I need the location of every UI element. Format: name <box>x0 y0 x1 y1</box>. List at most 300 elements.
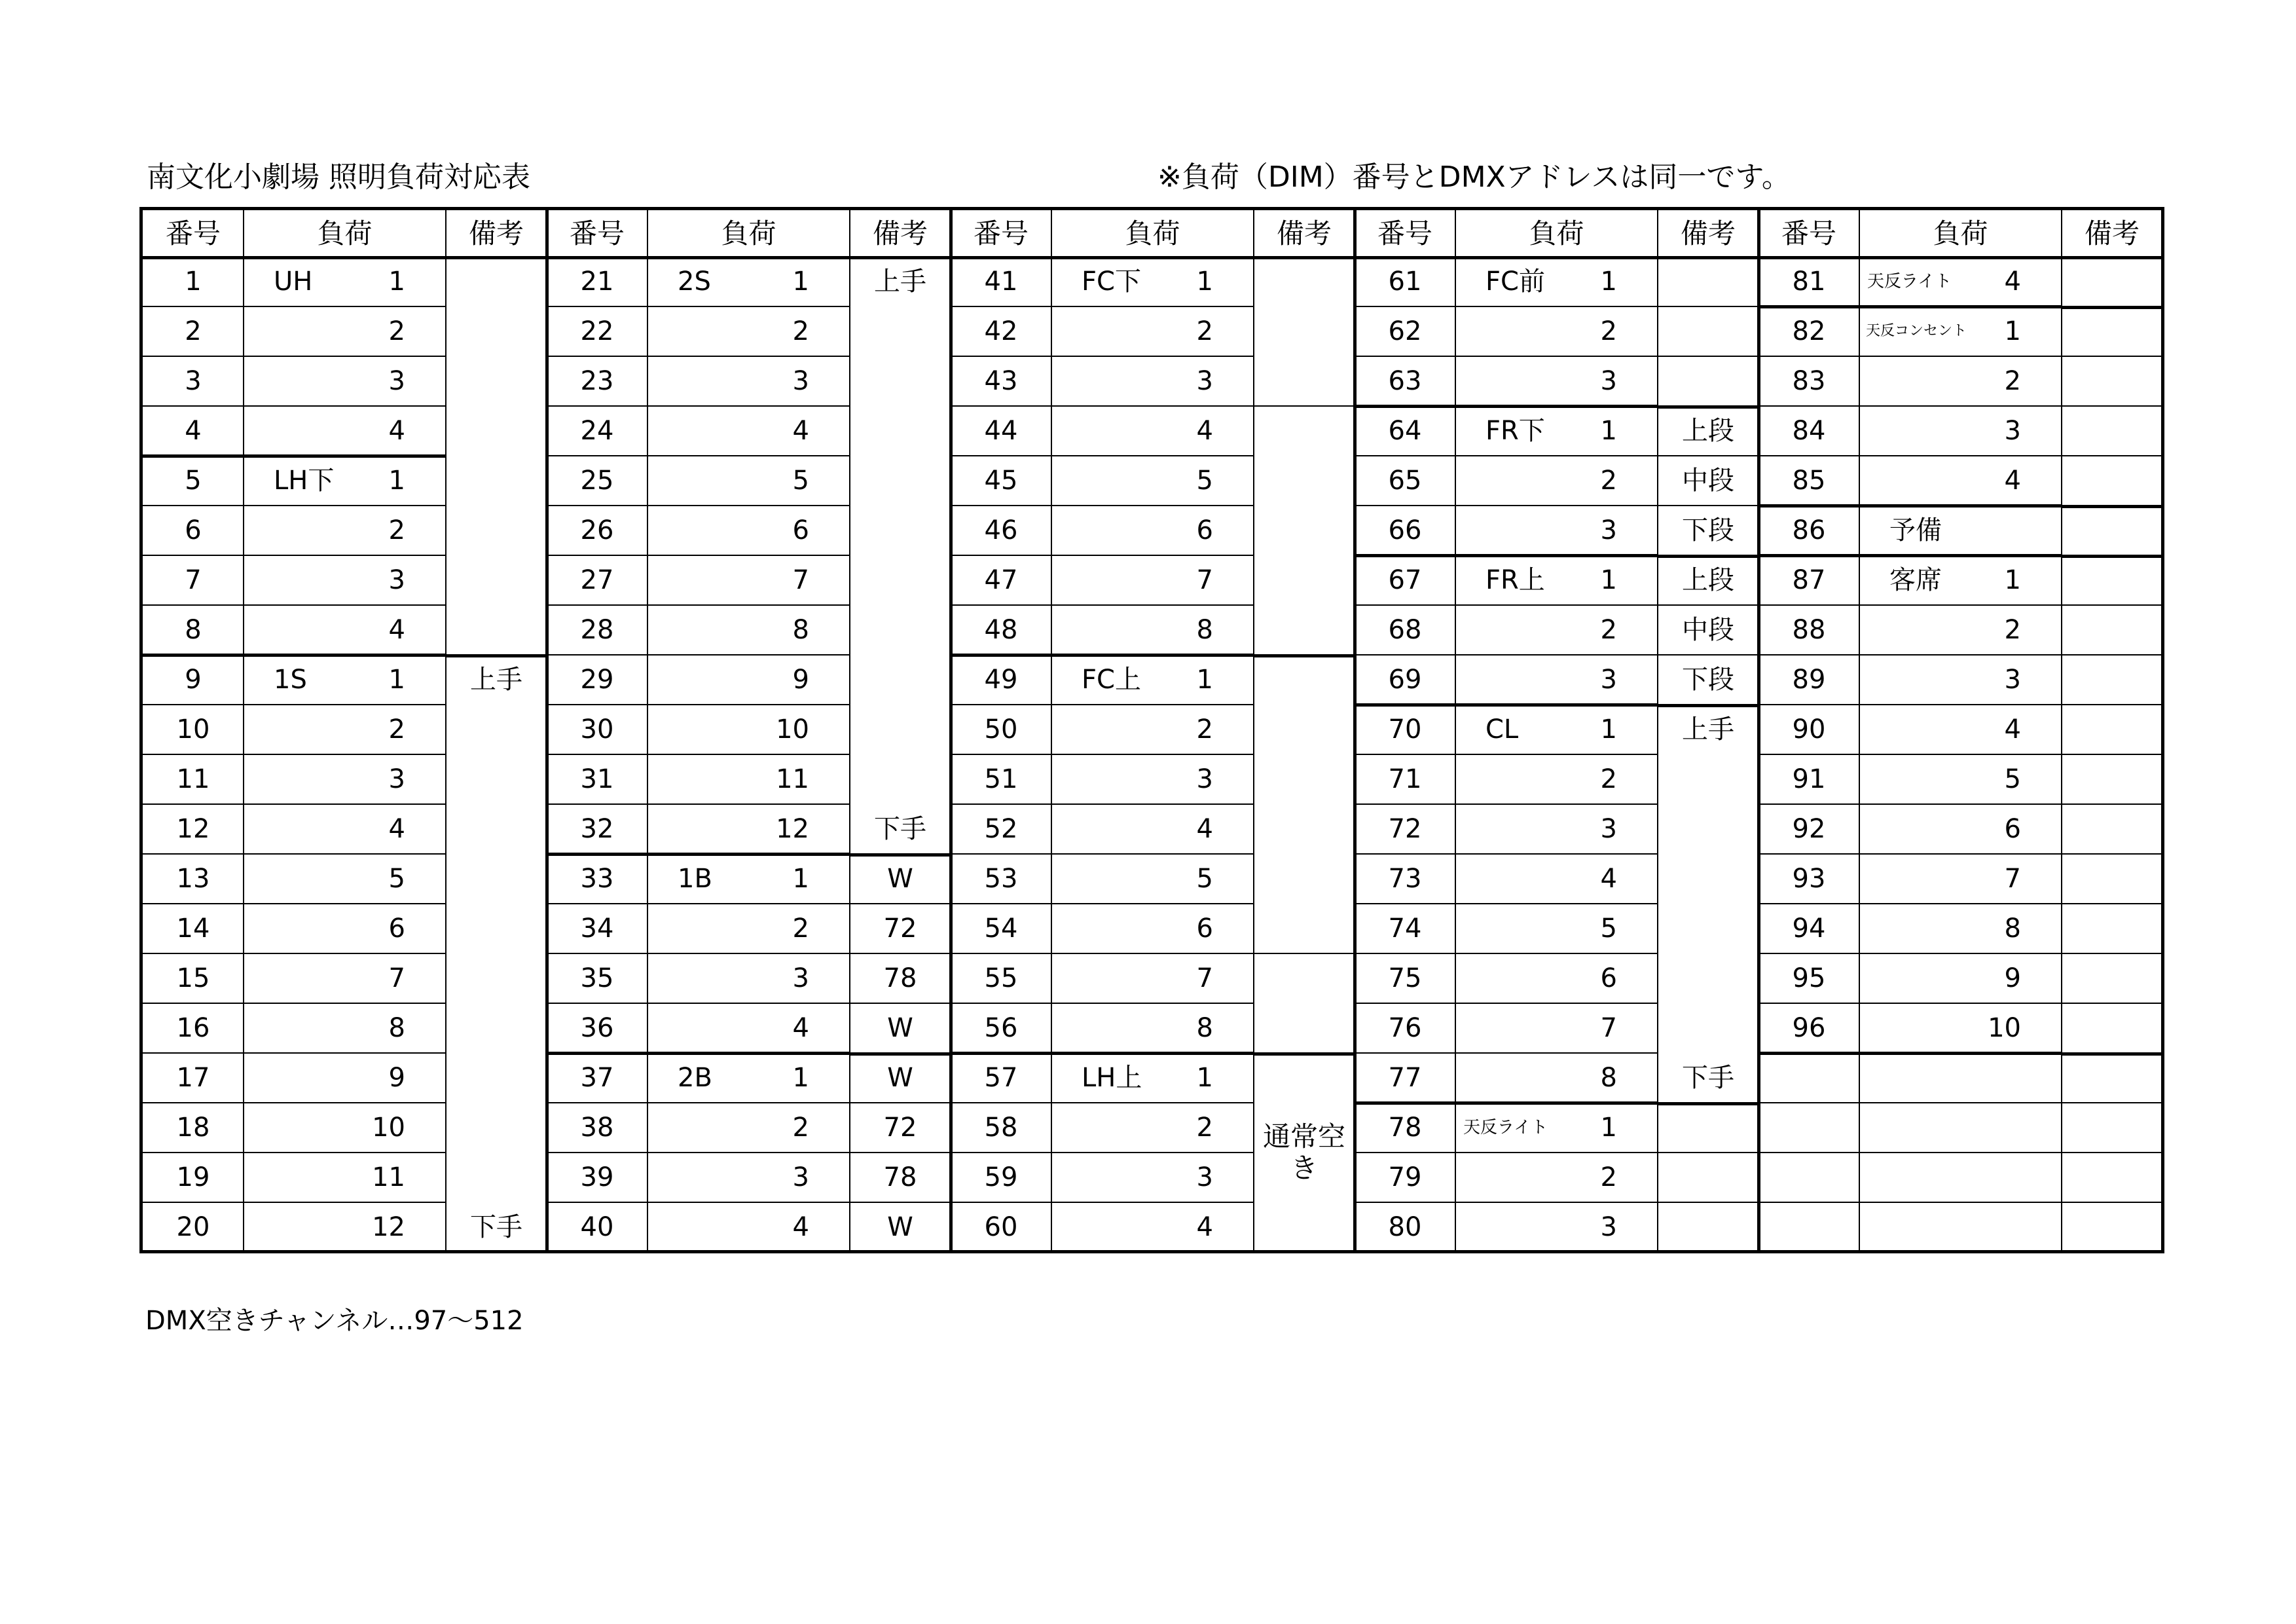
channel-number: 13 <box>176 864 210 894</box>
load-circuit-number: 4 <box>1196 1212 1213 1242</box>
remarks-cell <box>2062 506 2162 555</box>
load-circuit-number: 9 <box>388 1063 405 1093</box>
grid-line <box>547 505 850 506</box>
grid-line <box>850 1202 951 1203</box>
remarks-cell <box>2062 605 2162 655</box>
channel-number: 35 <box>580 963 614 993</box>
remarks-cell <box>1658 257 1758 306</box>
channel-number: 32 <box>580 814 614 844</box>
grid-line <box>951 654 1254 657</box>
channel-number: 74 <box>1388 913 1422 944</box>
header-num: 番号 <box>1377 217 1432 249</box>
grid-line <box>143 1052 446 1054</box>
grid-line <box>2062 505 2162 508</box>
channel-number <box>1758 1103 1859 1153</box>
load-label: 1S <box>274 665 307 695</box>
channel-number: 1 <box>185 267 202 297</box>
channel-number: 55 <box>984 963 1018 993</box>
load-circuit-number: 3 <box>1600 1212 1617 1242</box>
remarks-cell <box>1658 1103 1758 1153</box>
load-circuit-number: 3 <box>388 366 405 396</box>
load-circuit-number <box>1859 1202 2062 1252</box>
grid-line <box>951 405 1254 407</box>
remarks-cell <box>2062 1103 2162 1153</box>
remarks-cell: W <box>887 1063 913 1093</box>
grid-line <box>1658 405 1758 409</box>
channel-number: 46 <box>984 515 1018 545</box>
channel-number: 66 <box>1388 515 1422 545</box>
channel-number <box>1758 1053 1859 1103</box>
remarks-cell <box>2062 854 2162 904</box>
channel-number: 22 <box>580 316 614 346</box>
grid-line <box>1355 953 1658 954</box>
grid-line <box>547 754 850 755</box>
channel-number: 85 <box>1792 466 1826 496</box>
load-circuit-number <box>1859 506 2062 555</box>
load-circuit-number: 1 <box>1196 665 1213 695</box>
load-circuit-number: 3 <box>1196 1162 1213 1192</box>
load-circuit-number: 8 <box>792 615 809 645</box>
grid-line <box>2062 803 2162 805</box>
grid-line <box>1355 903 1658 904</box>
remarks-cell <box>1658 306 1758 356</box>
load-label: UH <box>274 267 313 297</box>
grid-line <box>143 754 446 755</box>
load-circuit-number: 2 <box>388 515 405 545</box>
grid-line <box>547 1003 850 1004</box>
channel-number: 2 <box>185 316 202 346</box>
load-circuit-number: 1 <box>1600 416 1617 446</box>
grid-line <box>1758 1052 2062 1055</box>
grid-line <box>547 1152 850 1153</box>
remarks-cell: 下段 <box>1682 665 1734 695</box>
grid-line <box>1758 1003 2062 1004</box>
load-label: 天反ライト <box>1463 1118 1548 1137</box>
header-remarks: 備考 <box>872 217 928 249</box>
load-circuit-number: 1 <box>388 466 405 496</box>
load-circuit-number: 5 <box>1600 913 1617 944</box>
load-circuit-number: 3 <box>792 1162 809 1192</box>
channel-number: 9 <box>185 665 202 695</box>
grid-line <box>2062 953 2162 954</box>
channel-number: 69 <box>1388 665 1422 695</box>
remarks-cell <box>2062 257 2162 306</box>
channel-number: 47 <box>984 565 1018 595</box>
load-circuit-number: 8 <box>1196 615 1213 645</box>
grid-line <box>2062 754 2162 755</box>
dmx-free-channels-note: DMX空きチャンネル…97～512 <box>145 1306 524 1336</box>
grid-line <box>951 505 1254 506</box>
load-circuit-number: 4 <box>792 1013 809 1043</box>
grid-line <box>1758 1102 2062 1103</box>
remarks-cell: 72 <box>883 1113 917 1143</box>
grid-line <box>1254 405 1355 407</box>
load-circuit-number: 10 <box>1988 1013 2021 1043</box>
channel-number: 4 <box>185 416 202 446</box>
remarks-cell: 中段 <box>1682 615 1734 645</box>
grid-line <box>2062 1003 2162 1004</box>
channel-number: 8 <box>185 615 202 645</box>
header-remarks: 備考 <box>468 217 524 249</box>
load-circuit-number: 2 <box>388 714 405 745</box>
grid-line <box>951 853 1254 855</box>
grid-line <box>951 1052 1254 1055</box>
grid-line <box>1658 356 1758 357</box>
load-circuit-number: 6 <box>1196 515 1213 545</box>
load-circuit-number: 7 <box>792 565 809 595</box>
grid-line <box>850 853 951 857</box>
channel-number: 40 <box>580 1212 614 1242</box>
load-circuit-number: 7 <box>388 963 405 993</box>
load-circuit-number: 7 <box>2004 864 2021 894</box>
remarks-cell: W <box>887 1212 913 1242</box>
load-circuit-number: 8 <box>388 1013 405 1043</box>
load-circuit-number: 3 <box>792 963 809 993</box>
load-circuit-number: 5 <box>388 864 405 894</box>
channel-number: 44 <box>984 416 1018 446</box>
load-circuit-number: 3 <box>1600 814 1617 844</box>
grid-line <box>1758 554 2062 557</box>
load-circuit-number: 2 <box>1600 615 1617 645</box>
grid-line <box>446 654 547 657</box>
grid-line <box>1658 704 1758 707</box>
grid-line <box>1658 604 1758 606</box>
load-circuit-number: 10 <box>776 714 809 745</box>
channel-number: 50 <box>984 714 1018 745</box>
grid-line <box>1859 210 1860 1253</box>
grid-line <box>850 1052 951 1056</box>
grid-line <box>1355 654 1658 655</box>
remarks-cell <box>1658 356 1758 406</box>
load-circuit-number: 4 <box>792 416 809 446</box>
grid-line <box>547 455 850 456</box>
load-circuit-number: 2 <box>1600 1162 1617 1192</box>
remarks-stage-left: 上手 <box>1682 714 1734 745</box>
remarks-cell: 上段 <box>1682 416 1734 446</box>
channel-number: 78 <box>1388 1113 1422 1143</box>
channel-number: 77 <box>1388 1063 1422 1093</box>
grid-line <box>1658 1152 1758 1153</box>
grid-line <box>2062 405 2162 407</box>
grid-line <box>1355 853 1658 855</box>
grid-line <box>143 953 446 954</box>
grid-line <box>143 1003 446 1004</box>
channel-number: 73 <box>1388 864 1422 894</box>
grid-line <box>1355 405 1658 408</box>
grid-line <box>547 704 850 705</box>
channel-number: 10 <box>176 714 210 745</box>
grid-line <box>951 1202 1254 1203</box>
grid-line <box>547 1102 850 1103</box>
grid-line <box>547 604 850 606</box>
grid-line <box>2062 604 2162 606</box>
grid-line <box>2062 704 2162 705</box>
grid-line <box>850 1152 951 1153</box>
grid-line <box>951 903 1254 904</box>
channel-number: 11 <box>176 764 210 794</box>
header-load: 負荷 <box>1529 217 1584 249</box>
grid-line <box>2062 1202 2162 1203</box>
grid-line <box>1658 555 1758 558</box>
grid-line <box>547 1202 850 1203</box>
grid-line <box>143 555 446 556</box>
load-label: LH下 <box>274 466 335 496</box>
remarks-stage-left: 上手 <box>874 267 926 297</box>
load-circuit-number: 3 <box>1600 366 1617 396</box>
channel-number: 5 <box>185 466 202 496</box>
load-circuit-number: 4 <box>388 416 405 446</box>
grid-line <box>1758 754 2062 755</box>
header-remarks: 備考 <box>1276 217 1332 249</box>
channel-number: 79 <box>1388 1162 1422 1192</box>
load-circuit-number: 8 <box>2004 913 2021 944</box>
grid-line <box>949 210 953 1253</box>
load-circuit-number: 1 <box>1600 565 1617 595</box>
grid-line <box>2061 210 2062 1253</box>
grid-line <box>951 704 1254 705</box>
grid-line <box>143 1202 446 1203</box>
channel-number: 87 <box>1792 565 1826 595</box>
channel-number: 7 <box>185 565 202 595</box>
remarks-cell <box>2062 1003 2162 1053</box>
grid-line <box>849 210 850 1253</box>
channel-number: 42 <box>984 316 1018 346</box>
grid-line <box>1355 1003 1658 1004</box>
grid-line <box>547 405 850 407</box>
load-circuit-number: 4 <box>1196 814 1213 844</box>
channel-number: 6 <box>185 515 202 545</box>
grid-line <box>1051 210 1052 1253</box>
header-load: 負荷 <box>721 217 776 249</box>
channel-number: 21 <box>580 267 614 297</box>
grid-line <box>547 356 850 357</box>
remarks-cell <box>2062 1053 2162 1103</box>
grid-line <box>850 953 951 954</box>
load-circuit-number: 1 <box>792 267 809 297</box>
grid-line <box>143 803 446 805</box>
channel-number: 71 <box>1388 764 1422 794</box>
grid-line <box>547 1052 850 1055</box>
channel-number: 64 <box>1388 416 1422 446</box>
grid-line <box>850 903 951 904</box>
remarks-cell <box>2062 356 2162 406</box>
grid-line <box>1758 405 2062 407</box>
grid-line <box>1758 305 2062 308</box>
grid-line <box>1758 903 2062 904</box>
load-circuit-number: 3 <box>2004 665 2021 695</box>
grid-line <box>143 1152 446 1153</box>
remarks-cell <box>2062 456 2162 506</box>
channel-number: 65 <box>1388 466 1422 496</box>
grid-line <box>850 1003 951 1004</box>
remarks-cell <box>1658 1202 1758 1252</box>
channel-number: 51 <box>984 764 1018 794</box>
load-circuit-number: 6 <box>792 515 809 545</box>
load-circuit-number: 7 <box>1196 565 1213 595</box>
load-circuit-number: 3 <box>1196 764 1213 794</box>
load-circuit-number: 3 <box>388 565 405 595</box>
load-circuit-number: 2 <box>1600 764 1617 794</box>
grid-line <box>1355 1202 1658 1203</box>
remarks-cell <box>2062 1153 2162 1202</box>
channel-number: 67 <box>1388 565 1422 595</box>
header-load: 負荷 <box>1933 217 1988 249</box>
grid-line <box>1758 356 2062 357</box>
channel-number: 62 <box>1388 316 1422 346</box>
channel-number: 20 <box>176 1212 210 1242</box>
load-circuit-number: 2 <box>1196 714 1213 745</box>
load-circuit-number: 11 <box>776 764 809 794</box>
load-circuit-number: 5 <box>2004 764 2021 794</box>
grid-line <box>2062 356 2162 357</box>
load-circuit-number: 1 <box>2004 316 2021 346</box>
load-circuit-number: 1 <box>1600 714 1617 745</box>
grid-line <box>143 405 446 407</box>
remarks-stage-left: 上手 <box>470 665 522 695</box>
channel-number: 12 <box>176 814 210 844</box>
grid-line <box>547 306 850 307</box>
channel-number: 68 <box>1388 615 1422 645</box>
channel-number: 48 <box>984 615 1018 645</box>
grid-line <box>1455 210 1456 1253</box>
load-circuit-number: 6 <box>1196 913 1213 944</box>
grid-line <box>1353 210 1357 1253</box>
load-label: 予備 <box>1889 515 1942 545</box>
page-title: 南文化小劇場 照明負荷対応表 <box>147 160 530 194</box>
remarks-cell <box>2062 904 2162 953</box>
remarks-cell: 上段 <box>1682 565 1734 595</box>
grid-line <box>547 853 850 856</box>
channel-number: 19 <box>176 1162 210 1192</box>
grid-line <box>951 953 1254 954</box>
grid-line <box>143 356 446 357</box>
load-circuit-number: 5 <box>1196 466 1213 496</box>
load-circuit-number: 4 <box>2004 714 2021 745</box>
grid-line <box>547 654 850 655</box>
grid-line <box>1355 306 1658 307</box>
grid-line <box>1758 853 2062 855</box>
load-circuit-number: 1 <box>388 665 405 695</box>
channel-number: 81 <box>1792 267 1826 297</box>
load-table <box>139 207 2164 1253</box>
remarks-cell <box>2062 804 2162 854</box>
load-circuit-number: 3 <box>792 366 809 396</box>
load-circuit-number: 1 <box>1196 1063 1213 1093</box>
grid-line <box>143 505 446 506</box>
load-label: 天反ライト <box>1867 272 1952 291</box>
channel-number: 70 <box>1388 714 1422 745</box>
grid-line <box>143 704 446 705</box>
remarks-cell <box>1658 1153 1758 1202</box>
grid-line <box>1355 455 1658 456</box>
channel-number: 58 <box>984 1113 1018 1143</box>
channel-number: 15 <box>176 963 210 993</box>
remarks-cell <box>2062 555 2162 605</box>
grid-line <box>547 903 850 904</box>
load-label: FC前 <box>1485 267 1545 297</box>
grid-line <box>647 210 648 1253</box>
channel-number: 14 <box>176 913 210 944</box>
load-circuit-number: 2 <box>2004 615 2021 645</box>
grid-line <box>1758 504 2062 507</box>
grid-line <box>1657 210 1658 1253</box>
grid-line <box>143 1102 446 1103</box>
channel-number: 53 <box>984 864 1018 894</box>
remarks-cell <box>2062 306 2162 356</box>
grid-line <box>2062 306 2162 309</box>
load-circuit-number: 1 <box>2004 565 2021 595</box>
grid-line <box>1758 604 2062 606</box>
remarks-cell <box>2062 406 2162 456</box>
grid-line <box>1758 704 2062 705</box>
load-circuit-number: 1 <box>1196 267 1213 297</box>
grid-line <box>2062 903 2162 904</box>
remarks-cell: 72 <box>883 913 917 944</box>
channel-number: 37 <box>580 1063 614 1093</box>
remarks-cell <box>2062 705 2162 754</box>
load-circuit-number: 2 <box>792 1113 809 1143</box>
load-circuit-number: 1 <box>1600 267 1617 297</box>
load-circuit-number: 2 <box>792 316 809 346</box>
grid-line <box>143 604 446 606</box>
channel-number: 91 <box>1792 764 1826 794</box>
channel-number: 72 <box>1388 814 1422 844</box>
load-circuit-number: 6 <box>388 913 405 944</box>
grid-line <box>1758 1152 2062 1153</box>
load-circuit-number: 4 <box>388 615 405 645</box>
load-circuit-number: 1 <box>388 267 405 297</box>
grid-line <box>1254 654 1355 657</box>
channel-number: 28 <box>580 615 614 645</box>
grid-line <box>1355 505 1658 506</box>
load-circuit-number: 3 <box>1600 665 1617 695</box>
channel-number: 45 <box>984 466 1018 496</box>
load-circuit-number: 3 <box>1600 515 1617 545</box>
grid-line <box>1758 1202 2062 1203</box>
channel-number: 94 <box>1792 913 1826 944</box>
remarks-cell <box>1254 257 1355 406</box>
load-circuit-number: 2 <box>2004 366 2021 396</box>
channel-number: 36 <box>580 1013 614 1043</box>
load-circuit-number: 10 <box>372 1113 405 1143</box>
channel-number: 17 <box>176 1063 210 1093</box>
load-label: CL <box>1485 714 1519 745</box>
load-circuit-number: 7 <box>1600 1013 1617 1043</box>
channel-number: 90 <box>1792 714 1826 745</box>
channel-number: 96 <box>1792 1013 1826 1043</box>
grid-line <box>1355 703 1658 707</box>
grid-line <box>951 604 1254 606</box>
channel-number: 60 <box>984 1212 1018 1242</box>
grid-line <box>2062 555 2162 558</box>
grid-line <box>1758 654 2062 655</box>
load-circuit-number: 2 <box>388 316 405 346</box>
load-circuit-number: 11 <box>372 1162 405 1192</box>
channel-number: 23 <box>580 366 614 396</box>
header-load: 負荷 <box>1125 217 1180 249</box>
channel-number: 89 <box>1792 665 1826 695</box>
remarks-stage-right: 下手 <box>874 814 926 844</box>
header-remarks: 備考 <box>1680 217 1736 249</box>
dmx-address-note: ※負荷（DIM）番号とDMXアドレスは同一です。 <box>1157 160 1791 194</box>
load-circuit-number: 3 <box>388 764 405 794</box>
channel-number: 34 <box>580 913 614 944</box>
load-circuit-number: 8 <box>1196 1013 1213 1043</box>
header-num: 番号 <box>973 217 1029 249</box>
load-circuit-number: 1 <box>792 864 809 894</box>
grid-line <box>547 555 850 556</box>
grid-line <box>1757 210 1760 1253</box>
